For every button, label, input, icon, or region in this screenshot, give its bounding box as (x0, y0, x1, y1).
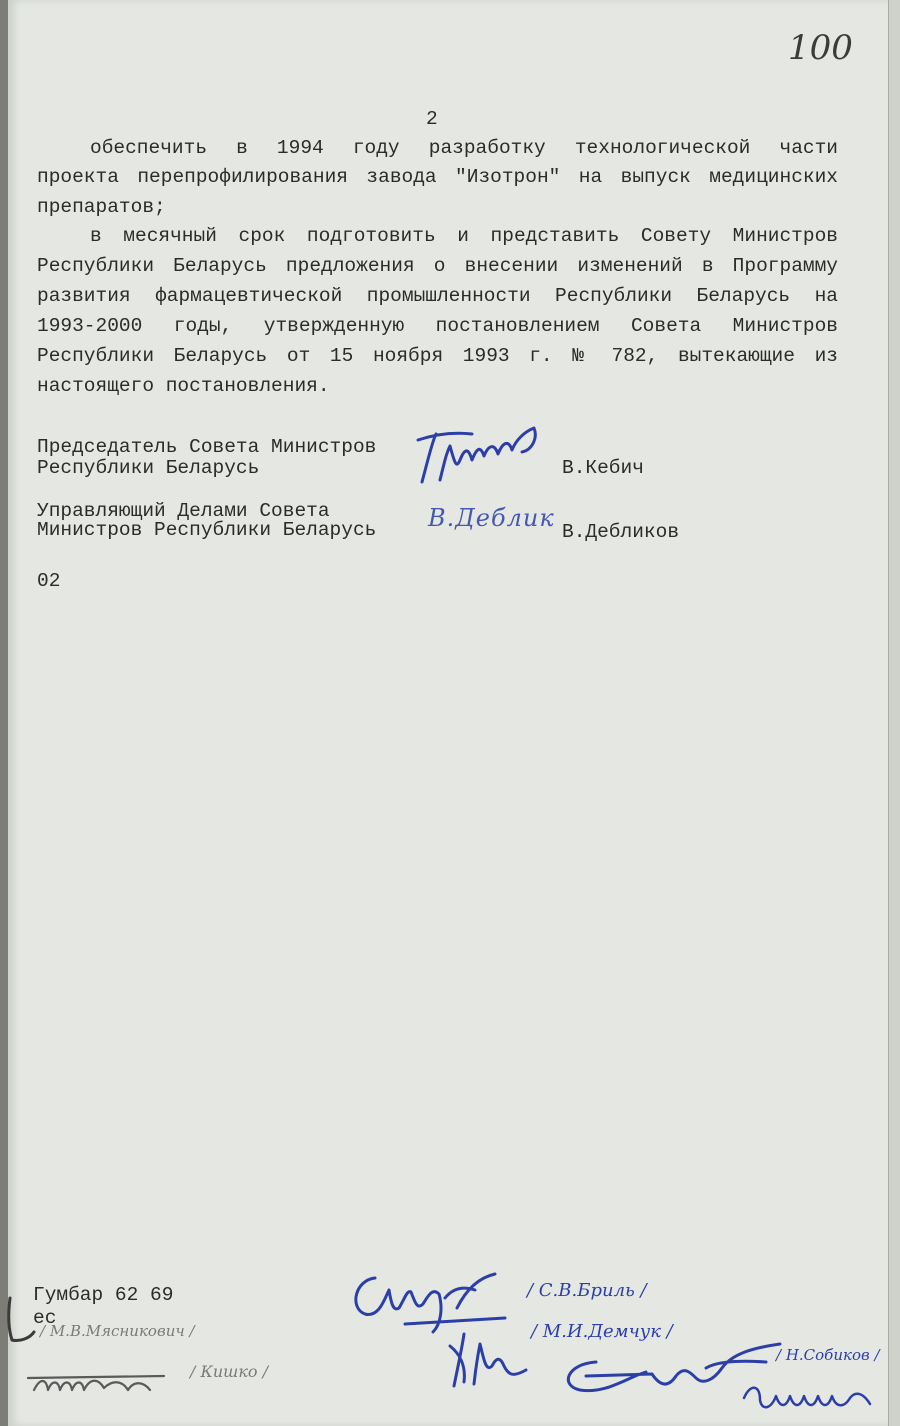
paragraph1-line1: обеспечить в 1994 году разработку технологической части (90, 137, 838, 159)
distribution-code: 02 (37, 570, 61, 592)
approval-kishko: / Кишко / (190, 1362, 268, 1381)
paragraph2-line5: Республики Беларусь от 15 ноября 1993 г. № 782, вытекающие из (37, 345, 838, 367)
executor-initials: ес (33, 1307, 57, 1329)
signer1-title-line2: Республики Беларусь (37, 457, 260, 479)
page-edge (888, 0, 900, 1426)
signer1-title-line1: Председатель Совета Министров (37, 436, 377, 458)
paragraph2-line4: 1993-2000 годы, утвержденную постановлением Совета Министров (37, 315, 838, 337)
paragraph1-line3: препаратов; (37, 196, 166, 218)
page-number: 2 (426, 108, 438, 130)
approval-demchuk: / М.И.Демчук / (531, 1321, 673, 1342)
paragraph2-line1: в месячный срок подготовить и представить Совету Министров (90, 225, 838, 247)
signature-demchuk-icon (440, 1326, 530, 1396)
signature-kebich-icon (414, 420, 554, 490)
executor-name-phone: Гумбар 62 69 (33, 1284, 174, 1306)
paragraph1-line2: проекта перепрофилирования завода "Изотрон" на выпуск медицинских (37, 166, 838, 188)
signature-kishko-icon (24, 1360, 194, 1400)
paragraph2-line6: настоящего постановления. (37, 375, 330, 397)
approval-mvm: / М.В.Мясникович / (40, 1322, 195, 1340)
paragraph2-line2: Республики Беларусь предложения о внесении изменений в Программу (37, 255, 838, 277)
signer2-title-line1: Управляющий Делами Совета (37, 500, 330, 522)
signer2-name: В.Дебликов (562, 521, 680, 543)
signature-sobikov-second-icon (738, 1378, 878, 1418)
approval-bril: / С.В.Бриль / (527, 1280, 647, 1301)
signer1-name: В.Кебич (562, 457, 644, 479)
signature-mvm-icon (0, 1290, 40, 1350)
archive-page-number: 100 (788, 28, 853, 68)
signer2-title-line2: Министров Республики Беларусь (37, 519, 377, 541)
paragraph2-line3: развития фармацевтической промышленности Республики Беларусь на (37, 285, 838, 307)
signature-deblikov: В.Деблик (428, 504, 555, 532)
approval-sobikov: / Н.Собиков / (776, 1346, 880, 1364)
